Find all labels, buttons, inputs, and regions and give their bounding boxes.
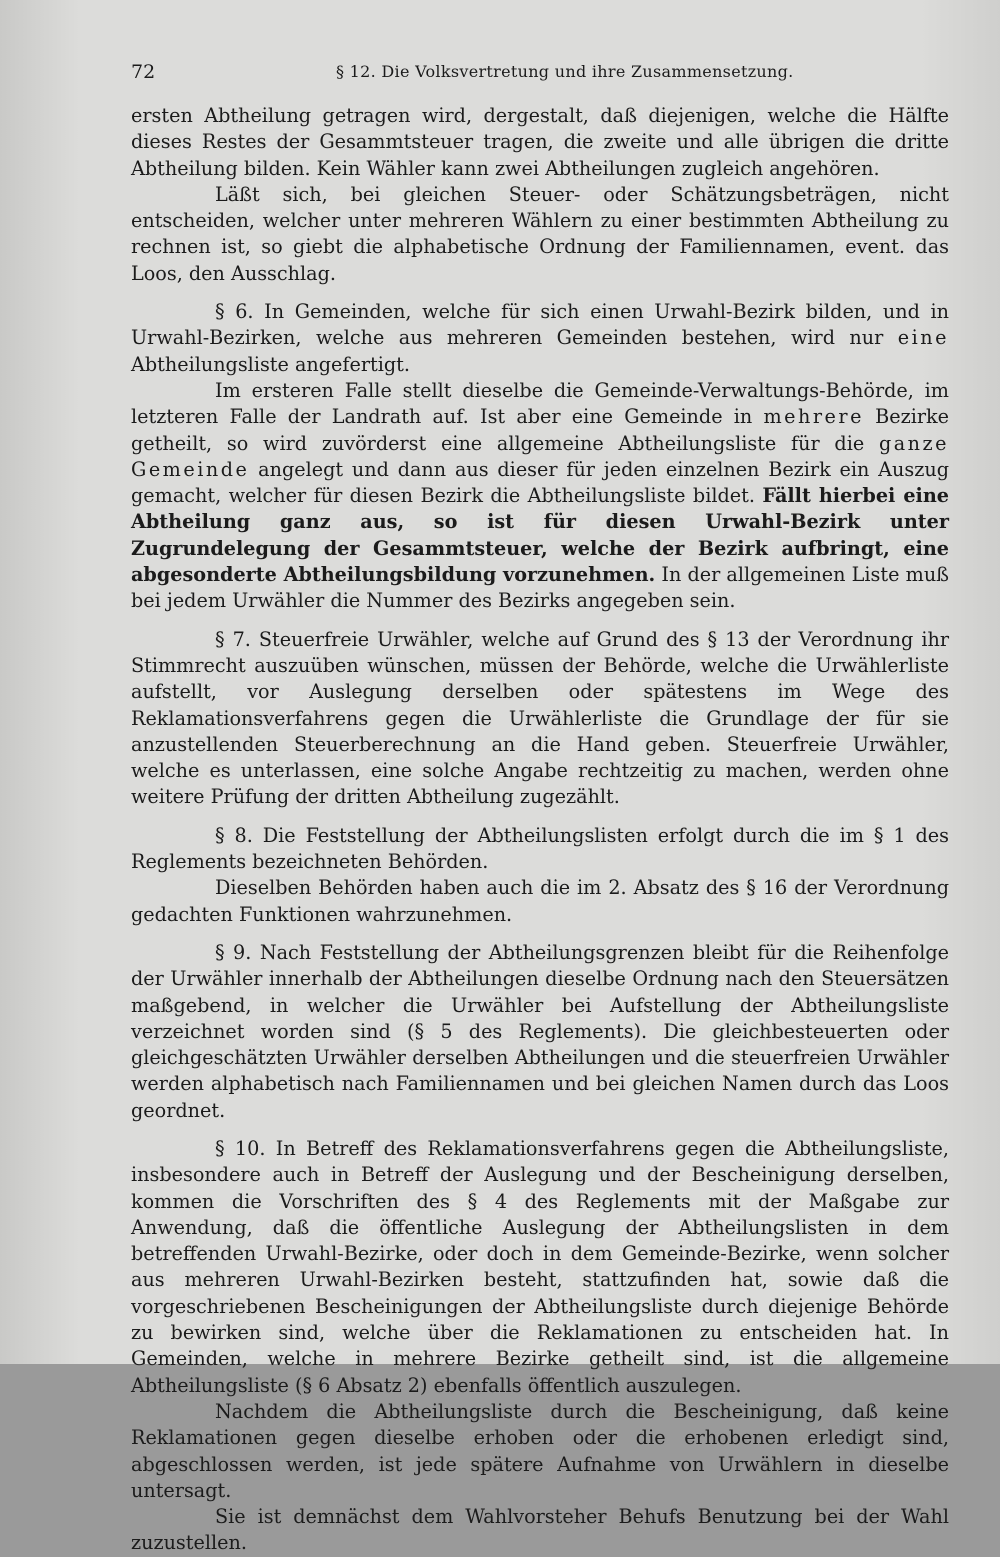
paragraph-7: Dieselben Behörden haben auch die im 2. Absatz des § 16 der Verordnung gedachten Funktionen wahrzunehmen. bbox=[131, 876, 949, 926]
paragraph-section-10: § 10. In Betreff des Reklamationsverfahrens gegen die Abtheilungsliste, insbesondere auch in Betreff der Auslegung und der Bescheinigung derselben, kommen die Vorschriften des § 4 des Reglements mit der Maßgabe zur Anwendung, daß die öffentliche Auslegung der Abtheilungslisten in dem betreffenden Urwahl-Bezirke, oder doch in dem Gemeinde-Bezirke, wenn solcher aus mehreren Urwahl-Bezirken besteht, stattzufinden hat, sowie daß die vorgeschriebenen Bescheinigungen der Abtheilungsliste durch diejenige Behörde zu bewirken sind, welche über die Reklamationen zu entscheiden hat. In Gemeinden, welche in mehrere Bezirke getheilt sind, ist die allgemeine Abtheilungsliste (§ 6 Absatz 2) ebenfalls öffentlich auszulegen. bbox=[131, 1136, 949, 1397]
paragraph-section-6 bbox=[131, 299, 949, 378]
spaced-emphasis: eine bbox=[897, 326, 949, 350]
paragraph-11: Sie ist demnächst dem Wahlvorsteher Behufs Benutzung bei der Wahl zuzustellen. bbox=[131, 1505, 949, 1555]
spaced-emphasis: ganze Gemeinde bbox=[131, 431, 949, 481]
text-run: § 6. In Gemeinden, welche für sich einen Urwahl-Bezirk bilden, und in Urwahl-Bezirken, welche aus mehreren Gemeinden bestehen, wird nur bbox=[131, 300, 949, 350]
text-run: Im ersteren Falle stellt dieselbe die Gemeinde-Verwaltungs-Behörde, im letzteren Falle der Landrath auf. Ist aber eine Gemeinde in bbox=[131, 378, 949, 429]
running-head: § 12. Die Volksvertretung und ihre Zusammensetzung. bbox=[336, 62, 794, 81]
spaced-emphasis: mehrere bbox=[763, 405, 864, 429]
body-text bbox=[131, 103, 949, 1557]
text-run: Abtheilungsliste angefertigt. bbox=[131, 352, 410, 376]
paragraph-section-7: § 7. Steuerfreie Urwähler, welche auf Grund des § 13 der Verordnung ihr Stimmrecht auszuüben wünschen, müssen der Behörde, welche die Urwählerliste aufstellt, vor Auslegung derselben oder spätestens im Wege des Reklamationsverfahrens gegen die Urwählerliste die Grundlage der für sie anzustellenden Steuerberechnung an die Hand geben. Steuerfreie Urwähler, welche es unterlassen, eine solche Angabe rechtzeitig zu machen, werden ohne weitere Prüfung der dritten Abtheilung zugezählt. bbox=[131, 627, 949, 809]
paragraph-10: Nachdem die Abtheilungsliste durch die Bescheinigung, daß keine Reklamationen gegen dieselbe erhoben oder die erhobenen erledigt sind, abgeschlossen werden, ist jede spätere Aufnahme von Urwählern in dieselbe untersagt. bbox=[131, 1399, 949, 1502]
paragraph-4 bbox=[131, 378, 949, 615]
paragraph-section-8: § 8. Die Feststellung der Abtheilungslisten erfolgt durch die im § 1 des Reglements bezeichneten Behörden. bbox=[131, 823, 949, 874]
paragraph-2: Läßt sich, bei gleichen Steuer- oder Schätzungsbeträgen, nicht entscheiden, welcher unter mehreren Wählern zu einer bestimmten Abtheilung zu rechnen ist, so giebt die alphabetische Ordnung der Familiennamen, event. das Loos, den Ausschlag. bbox=[131, 182, 949, 285]
text-run: In der allgemeinen Liste muß bei jedem Urwähler die Nummer des Bezirks angegeben sein. bbox=[131, 563, 949, 613]
paragraph-section-9: § 9. Nach Feststellung der Abtheilungsgrenzen bleibt für die Reihenfolge der Urwähler innerhalb der Abtheilungen dieselbe Ordnung nach den Steuersätzen maßgebend, in welcher die Urwähler bei Aufstellung der Abtheilungsliste verzeichnet worden sind (§ 5 des Reglements). Die gleichbesteuerten oder gleichgeschätzten Urwähler derselben Abtheilungen und die steuerfreien Urwähler werden alphabetisch nach Familiennamen und bei gleichen Namen durch das Loos geordnet. bbox=[131, 940, 949, 1122]
page-header bbox=[131, 60, 794, 84]
text-run: angelegt und dann aus dieser für jeden einzelnen Bezirk ein Auszug gemacht, welcher für diesen Bezirk die Abtheilungsliste bildet. bbox=[131, 457, 949, 508]
text-run: Bezirke getheilt, so wird zuvörderst eine allgemeine Abtheilungsliste für die bbox=[131, 405, 949, 455]
bold-passage: Fällt hierbei eine Abtheilung ganz aus, so ist für diesen Urwahl-Bezirk unter Zugrundelegung der Gesammtsteuer, welche der Bezirk aufbringt, eine abgesonderte Abtheilungsbildung vorzunehmen. bbox=[131, 484, 949, 587]
page-number: 72 bbox=[131, 61, 156, 83]
paragraph-1: ersten Abtheilung getragen wird, dergestalt, daß diejenigen, welche die Hälfte dieses Restes der Gesammtsteuer tragen, die zweite und alle übrigen die dritte Abtheilung bilden. Kein Wähler kann zwei Abtheilungen zugleich angehören. bbox=[131, 104, 949, 180]
